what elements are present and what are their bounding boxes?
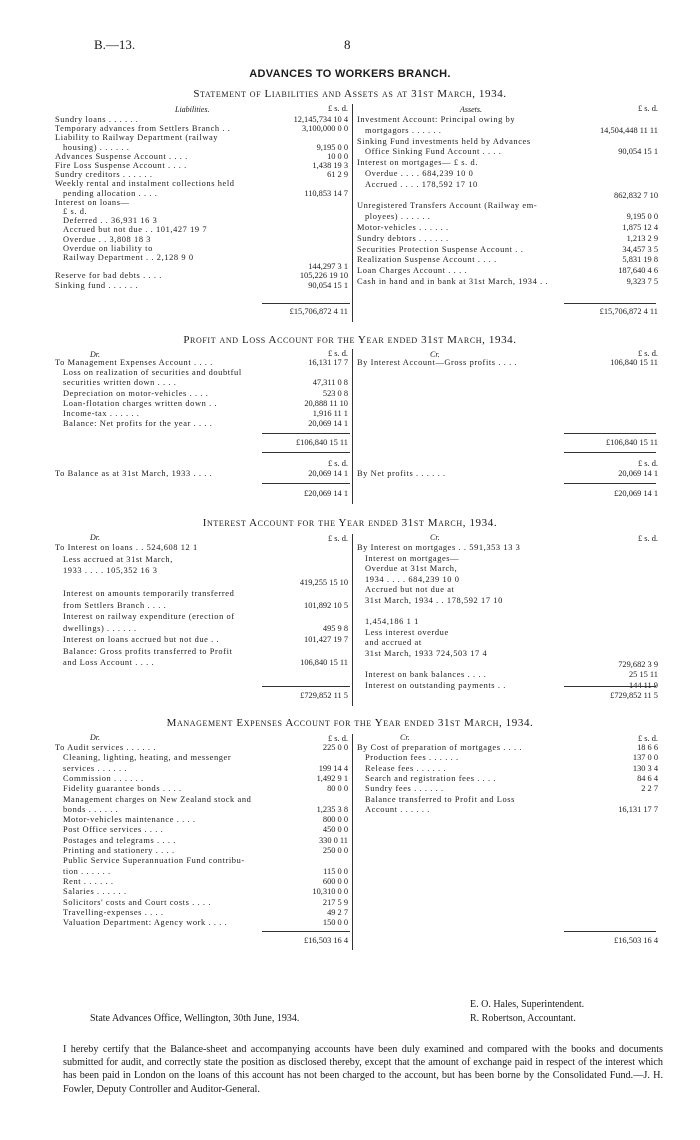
management-dr-line-desc: Public Service Superannuation Fund contribu- (63, 856, 245, 866)
interest-cr-line-desc: Accrued but not due at (365, 585, 455, 595)
interest-dr-line-amount: 495 9 8 (322, 623, 348, 633)
management-dr-line-desc: Salaries . . . . . . (63, 887, 127, 897)
management-cr-line-desc: By Cost of preparation of mortgages . . . . (357, 743, 523, 752)
interest-cr-line-desc: 31st March, 1933 724,503 17 4 (365, 649, 488, 658)
int-dr: Dr. (90, 533, 101, 542)
asset-line-desc: Overdue . . . . 684,239 10 0 (365, 169, 474, 178)
interest-cr-line-desc: and accrued at (365, 638, 422, 648)
pl-bal-rule-left (262, 483, 350, 484)
asset-line-desc: Motor-vehicles . . . . . . (357, 223, 449, 232)
management-dr-line-desc: Fidelity guarantee bonds . . . . (63, 784, 182, 794)
liability-line-amount: 9,195 0 0 (316, 142, 348, 152)
asset-line-amount: 9,195 0 0 (626, 212, 658, 222)
liabilities-money-header: £ s. d. (327, 104, 348, 113)
liability-line-desc: Overdue . . 3,808 18 3 (63, 234, 152, 244)
pl-rule-left (262, 433, 350, 434)
pl-balance-dr-value: 20,069 14 1 (308, 469, 348, 478)
pl-dr-line-amount: 16,131 17 7 (308, 358, 348, 367)
asset-line-desc: Accrued . . . . 178,592 17 10 (365, 179, 478, 189)
management-dr-line-desc: bonds . . . . . . (63, 804, 119, 814)
management-cr-line-desc: Search and registration fees . . . . (365, 773, 497, 783)
interest-cr-line-desc: 1,454,186 1 1 (365, 617, 419, 627)
interest-cr-line-amount: 144 11 9 (628, 680, 658, 690)
int-rule-right (564, 686, 656, 687)
pl-balance-cr-label: By Net profits . . . . . . (357, 469, 446, 478)
management-dr-line-desc: Solicitors' costs and Court costs . . . . (63, 897, 212, 907)
pl-dr-line-amount: 20,069 14 1 (308, 419, 348, 429)
liability-line-desc: Weekly rental and instalment collections held (55, 179, 235, 189)
liability-line-desc: Temporary advances from Settlers Branch . . (55, 124, 231, 134)
interest-cr-line-desc: Interest on outstanding payments . . (365, 680, 506, 690)
pl-dr-total: £106,840 15 11 (295, 438, 348, 447)
management-cr-line-amount: 137 0 0 (632, 753, 658, 763)
liability-line-desc: Reserve for bad debts . . . . (55, 271, 162, 281)
liability-line-desc: £ s. d. (63, 207, 88, 216)
liability-line-desc: Advances Suspense Account . . . . (55, 151, 188, 161)
interest-dr-line-desc: 1933 . . . . 105,352 16 3 (63, 566, 158, 575)
assets-money-header: £ s. d. (637, 104, 658, 113)
liability-line-desc: Fire Loss Suspense Account . . . . (55, 161, 187, 170)
asset-line-amount: 34,457 3 5 (622, 244, 658, 254)
management-dr-line-amount: 199 14 4 (318, 763, 348, 773)
asset-line-desc: ployees) . . . . . . (365, 212, 431, 222)
liability-line-desc: Sundry creditors . . . . . . (55, 170, 153, 180)
management-dr-total: £16,503 16 4 (304, 936, 348, 945)
interest-cr-line-amount: 25 15 11 (628, 670, 658, 680)
management-dr-line-amount: 217 5 9 (322, 897, 348, 907)
accountant-signature: R. Robertson, Accountant. (470, 1013, 576, 1024)
management-cr-line-desc: Sundry fees . . . . . . (365, 784, 444, 794)
management-dr-line-desc: Post Office services . . . . (63, 825, 164, 835)
pl-balance-cr-value: 20,069 14 1 (618, 469, 658, 478)
management-dr-line-amount: 1,235 3 8 (316, 804, 348, 814)
liability-line-desc: Interest on loans— (55, 197, 130, 207)
mgmt-rule-right (564, 931, 656, 932)
liability-line-desc: Overdue on liability to (63, 243, 153, 253)
report-number: B.—13. (94, 37, 136, 52)
asset-line-desc: Cash in hand and in bank at 31st March, 1934 . . (357, 277, 549, 286)
interest-dr-line-amount: 101,892 10 5 (304, 600, 348, 610)
management-dr-line-desc: Cleaning, lighting, heating, and messenger (63, 753, 232, 763)
management-cr-line-desc: Account . . . . . . (365, 804, 430, 814)
asset-line-desc: Office Sinking Fund Account . . . . (365, 147, 502, 157)
assets-total: £15,706,872 4 11 (599, 307, 658, 316)
management-dr-line-amount: 600 0 0 (322, 876, 348, 886)
pl-dr-line-desc: To Management Expenses Account . . . . (55, 358, 213, 367)
management-cr-total: £16,503 16 4 (614, 936, 658, 945)
management-dr-line-desc: Commission . . . . . . (63, 773, 144, 783)
management-dr-line-desc: Travelling-expenses . . . . (63, 907, 164, 917)
interest-cr-line-desc: 31st March, 1934 . . 178,592 17 10 (365, 596, 503, 605)
management-dr-line-desc: To Audit services . . . . . . (55, 743, 157, 752)
int-cr-money-header: £ s. d. (637, 534, 658, 543)
pl-rule-left-2 (262, 452, 350, 453)
pl-dr-line-amount: 523 0 8 (322, 388, 348, 398)
asset-line-desc: mortgagors . . . . . . (365, 125, 442, 135)
pl-bal-rule-right (564, 483, 656, 484)
liability-line-desc: Sinking fund . . . . . . (55, 280, 139, 290)
management-dr-line-amount: 225 0 0 (322, 743, 348, 752)
interest-cr-line-amount: 729,682 3 9 (618, 659, 658, 669)
interest-dr-line-desc: Interest on amounts temporarily transferred (63, 589, 235, 598)
asset-line-amount: 9,323 7 5 (626, 277, 658, 286)
pl-dr-money-header: £ s. d. (327, 349, 348, 358)
management-dr-line-amount: 250 0 0 (322, 846, 348, 855)
management-dr-line-amount: 10,310 0 0 (312, 887, 348, 897)
interest-cr-line-desc: 1934 . . . . 684,239 10 0 (365, 574, 460, 584)
asset-line-amount: 862,832 7 10 (614, 190, 658, 200)
interest-dr-line-desc: and Loss Account . . . . (63, 658, 155, 667)
mgmt-rule-left (262, 931, 350, 932)
liability-line-amount: 105,226 19 10 (299, 271, 348, 281)
pl-cr-total: £106,840 15 11 (605, 438, 658, 447)
interest-dr-line-desc: To Interest on loans . . 524,608 12 1 (55, 543, 198, 552)
asset-line-amount: 90,054 15 1 (618, 147, 658, 157)
management-cr-line-desc: Release fees . . . . . . (365, 763, 447, 773)
liability-line-amount: 12,145,734 10 4 (293, 115, 348, 124)
management-dr-line-desc: Valuation Department: Agency work . . . . (63, 918, 228, 928)
management-cr-line-amount: 2 2 7 (641, 784, 658, 794)
liability-line-desc: Sundry loans . . . . . . (55, 115, 139, 124)
int-rule-left (262, 686, 350, 687)
liability-line-amount: 144,297 3 1 (308, 262, 348, 272)
asset-line-desc: Sundry debtors . . . . . . (357, 233, 449, 243)
pl-dr-line-desc: Balance: Net profits for the year . . . . (63, 419, 213, 429)
mgmt-dr-money-header: £ s. d. (327, 734, 348, 743)
interest-dr-line-amount: 106,840 15 11 (300, 658, 348, 667)
pl-balance-money-header-left: £ s. d. (327, 459, 348, 468)
balance-sheet-divider (352, 104, 353, 322)
management-dr-line-amount: 150 0 0 (322, 918, 348, 928)
interest-dr-line-amount: 419,255 15 10 (299, 577, 348, 587)
management-dr-line-amount: 330 0 11 (318, 835, 348, 845)
pl-cr-line-desc: By Interest Account—Gross profits . . . . (357, 358, 518, 367)
management-cr-line-amount: 18 6 6 (637, 743, 658, 752)
pl-balance-total-right: £20,069 14 1 (614, 489, 658, 498)
liability-line-amount: 110,853 14 7 (304, 188, 348, 198)
asset-line-desc: Loan Charges Account . . . . (357, 266, 468, 276)
assets-heading: Assets. (460, 105, 482, 114)
interest-dr-line-desc: Balance: Gross profits transferred to Profit (63, 646, 233, 656)
liabilities-total-rule (262, 303, 350, 304)
management-dr-line-desc: Management charges on New Zealand stock and (63, 794, 252, 804)
management-cr-line-desc: Production fees . . . . . . (365, 753, 459, 763)
asset-line-amount: 5,831 19 8 (622, 255, 658, 265)
management-title: Management Expenses Account for the Year ended 31st March, 1934. (166, 717, 534, 729)
liability-line-desc: Accrued but not due . . 101,427 19 7 (63, 225, 208, 235)
interest-cr-line-desc: Less interest overdue (365, 627, 449, 637)
asset-line-amount: 14,504,448 11 11 (599, 125, 658, 135)
management-dr-line-amount: 1,492 9 1 (316, 773, 348, 783)
management-cr-line-amount: 16,131 17 7 (618, 804, 658, 814)
int-cr: Cr. (430, 533, 440, 542)
asset-line-desc: Interest on mortgages— £ s. d. (357, 158, 479, 168)
management-divider (352, 734, 353, 950)
asset-line-desc: Unregistered Transfers Account (Railway em- (357, 201, 538, 211)
pl-balance-total-left: £20,069 14 1 (304, 489, 348, 498)
management-dr-line-amount: 80 0 0 (327, 784, 348, 794)
profit-loss-title: Profit and Loss Account for the Year ended 31st March, 1934. (183, 334, 517, 346)
liability-line-amount: 3,100,000 0 0 (301, 124, 348, 134)
pl-dr-line-amount: 47,311 0 8 (312, 378, 348, 388)
interest-divider (352, 534, 353, 706)
liability-line-amount: 10 0 0 (327, 151, 348, 161)
mgmt-cr: Cr. (400, 733, 410, 742)
management-dr-line-amount: 115 0 0 (323, 866, 348, 876)
place-date: State Advances Office, Wellington, 30th June, 1934. (90, 1013, 300, 1024)
management-dr-line-desc: Motor-vehicles maintenance . . . . (63, 815, 196, 825)
management-dr-line-desc: services . . . . . . (63, 763, 128, 773)
interest-cr-line-desc: By Interest on mortgages . . 591,353 13 3 (357, 543, 521, 552)
pl-balance-dr-label: To Balance as at 31st March, 1933 . . . . (55, 469, 213, 478)
liability-line-desc: housing) . . . . . . (63, 142, 130, 152)
liability-line-desc: Liability to Railway Department (railway (55, 133, 219, 143)
pl-cr-money-header: £ s. d. (637, 349, 658, 358)
pl-rule-right-2 (564, 452, 656, 453)
pl-dr-line-desc: Loan-flotation charges written down . . (63, 398, 218, 408)
mgmt-cr-money-header: £ s. d. (637, 734, 658, 743)
interest-dr-total: £729,852 11 5 (300, 691, 348, 700)
asset-line-amount: 1,213 2 9 (626, 233, 658, 243)
liability-line-amount: 1,438 19 3 (312, 161, 348, 170)
pl-dr-line-desc: Loss on realization of securities and doubtful (63, 368, 242, 378)
interest-cr-line-desc: Interest on bank balances . . . . (365, 670, 487, 680)
asset-line-desc: Sinking Fund investments held by Advances (357, 136, 531, 146)
asset-line-desc: Realization Suspense Account . . . . (357, 255, 497, 265)
pl-dr-line-amount: 1,916 11 1 (312, 409, 348, 418)
liability-line-amount: 90,054 15 1 (308, 280, 348, 290)
pl-dr: Dr. (90, 350, 101, 359)
pl-dr-line-desc: Depreciation on motor-vehicles . . . . (63, 388, 209, 398)
pl-divider (352, 349, 353, 504)
management-cr-line-desc: Balance transferred to Profit and Loss (365, 794, 516, 804)
interest-dr-line-desc: Interest on railway expenditure (erection of (63, 612, 235, 621)
management-cr-line-amount: 130 3 4 (632, 763, 658, 773)
interest-dr-line-desc: from Settlers Branch . . . . (63, 600, 167, 610)
interest-cr-line-desc: Interest on mortgages— (365, 553, 460, 563)
int-dr-money-header: £ s. d. (327, 534, 348, 543)
asset-line-desc: Securities Protection Suspense Account . . (357, 244, 524, 254)
document-title: ADVANCES TO WORKERS BRANCH. (249, 68, 451, 80)
interest-dr-line-desc: Interest on loans accrued but not due . . (63, 635, 220, 644)
pl-dr-line-desc: securities written down . . . . (63, 378, 177, 388)
management-dr-line-amount: 450 0 0 (322, 825, 348, 835)
pl-dr-line-amount: 20,888 11 10 (304, 398, 348, 408)
management-dr-line-amount: 49 2 7 (327, 907, 348, 917)
management-dr-line-desc: Postages and telegrams . . . . (63, 835, 176, 845)
interest-dr-line-desc: Less accrued at 31st March, (63, 554, 173, 564)
management-dr-line-desc: Printing and stationery . . . . (63, 846, 175, 855)
interest-title: Interest Account for the Year ended 31st March, 1934. (202, 517, 498, 529)
page-number: 8 (344, 37, 351, 52)
pl-rule-right (564, 433, 656, 434)
management-cr-line-amount: 84 6 4 (637, 773, 658, 783)
liability-line-desc: Railway Department . . 2,128 9 0 (63, 253, 194, 262)
interest-dr-line-desc: dwellings) . . . . . . (63, 623, 137, 633)
management-dr-line-desc: tion . . . . . . (63, 866, 111, 876)
liabilities-total: £15,706,872 4 11 (289, 307, 348, 316)
interest-cr-line-desc: Overdue at 31st March, (365, 564, 458, 574)
pl-balance-money-header-right: £ s. d. (637, 459, 658, 468)
audit-certificate: I hereby certify that the Balance-sheet and accompanying accounts have been duly examined and compared with the books and documents submitted for audit, and correctly state the position as disclosed thereby, except that the amount of exchange paid in respect of the interest which has been paid in London on the loans of this account has not been charged to the account, but has been borne by the Consolidated Fund.—J. H. Fowler, Deputy Controller and Auditor-General. (63, 1044, 663, 1095)
management-dr-line-desc: Rent . . . . . . (63, 876, 114, 886)
pl-cr: Cr. (430, 350, 440, 359)
liabilities-heading: Liabilities. (175, 105, 210, 114)
management-dr-line-amount: 800 0 0 (322, 815, 348, 825)
interest-cr-total: £729,852 11 5 (610, 691, 658, 700)
liability-line-desc: pending allocation . . . . (63, 188, 158, 198)
assets-total-rule (564, 303, 656, 304)
liability-line-desc: Deferred . . 36,931 16 3 (63, 216, 158, 226)
pl-cr-line-amount: 106,840 15 11 (610, 358, 658, 367)
mgmt-dr: Dr. (90, 733, 101, 742)
asset-line-desc: Investment Account: Principal owing by (357, 115, 516, 124)
asset-line-amount: 187,640 4 6 (618, 266, 658, 276)
superintendent-signature: E. O. Hales, Superintendent. (470, 999, 585, 1010)
liability-line-amount: 61 2 9 (327, 170, 348, 180)
pl-dr-line-desc: Income-tax . . . . . . (63, 409, 140, 418)
balance-sheet-title: Statement of Liabilities and Assets as at 31st March, 1934. (193, 88, 507, 100)
asset-line-amount: 1,875 12 4 (622, 223, 658, 232)
interest-dr-line-amount: 101,427 19 7 (304, 635, 348, 644)
